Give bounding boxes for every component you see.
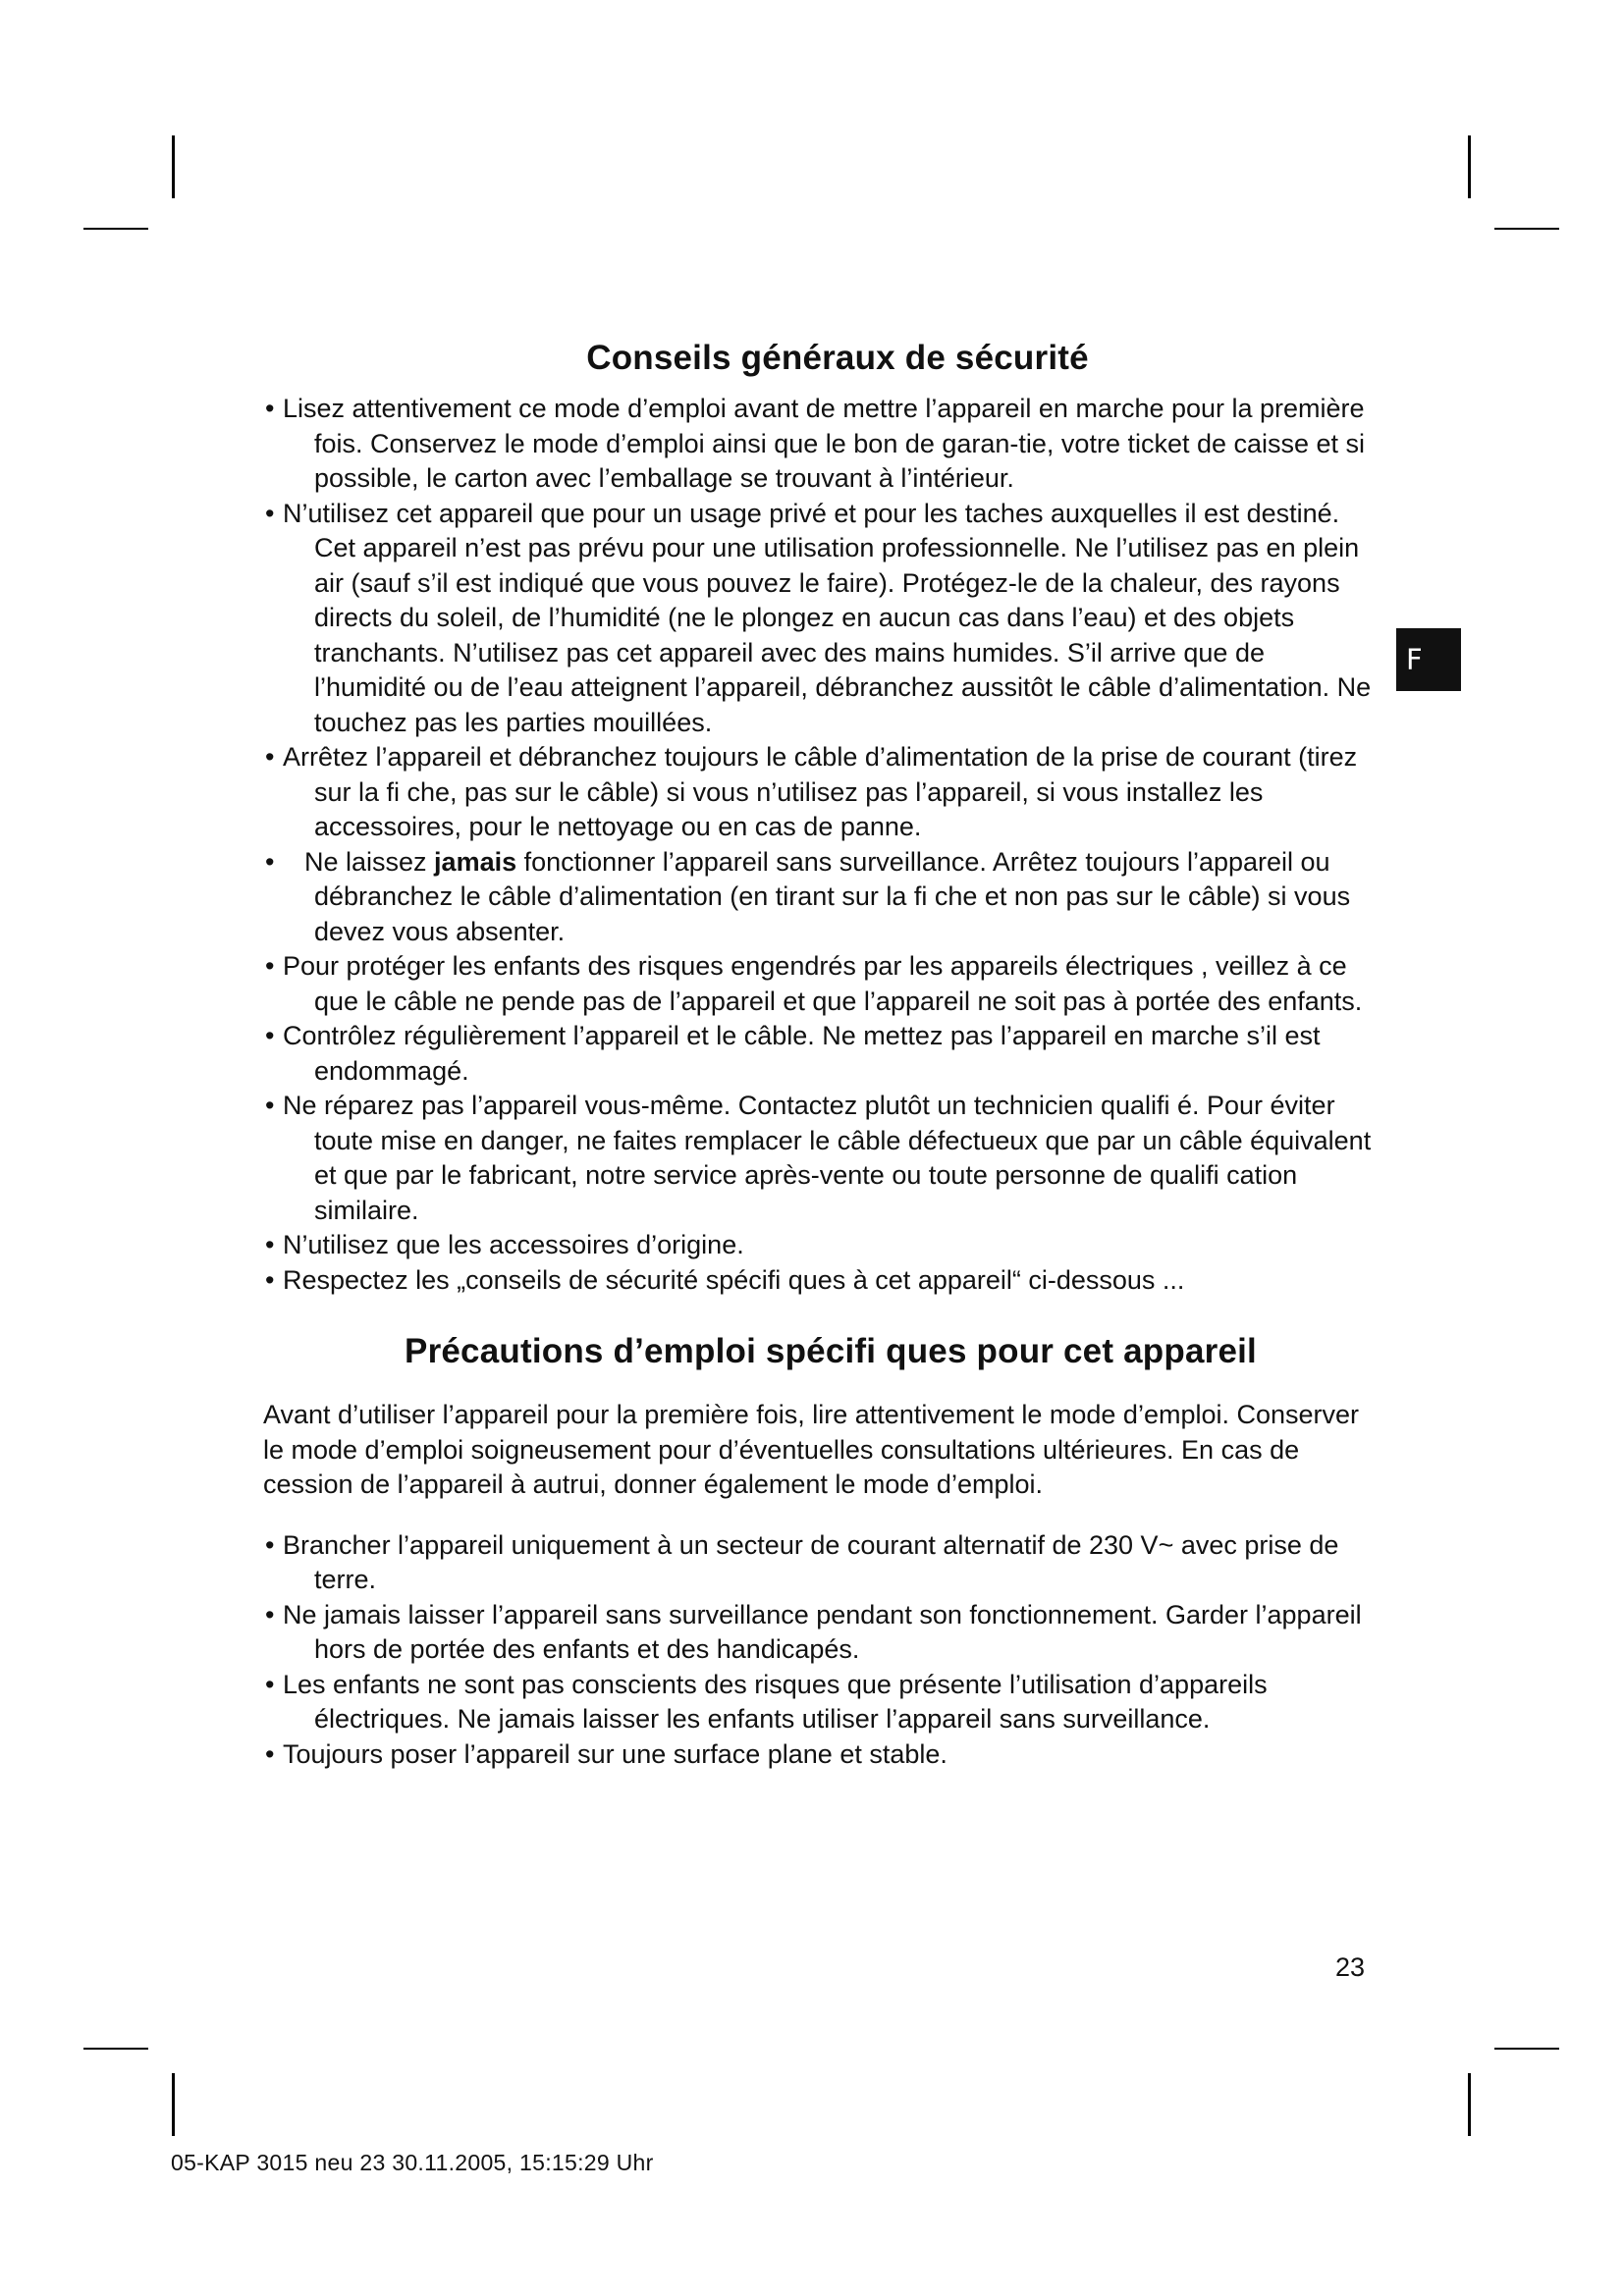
bullet-icon: • <box>265 846 275 877</box>
crop-mark-top-right-vertical <box>1468 135 1471 198</box>
list-item-text: Les enfants ne sont pas conscients des risques que présente l’utilisation d’appareils électriques. Ne jamais laisser les enfants utiliser l’appareil sans surveillance. <box>283 1669 1268 1734</box>
list-item-text <box>304 847 1350 946</box>
list-item <box>263 392 1382 497</box>
crop-mark-bottom-left-horizontal <box>83 2048 148 2050</box>
section-title-general-safety: Conseils généraux de sécurité <box>586 339 1089 377</box>
list-item <box>263 949 1382 1019</box>
bullet-icon: • <box>265 394 275 423</box>
list-item <box>263 1737 1382 1773</box>
bullet-icon: • <box>265 1669 275 1699</box>
bullet-icon: • <box>265 951 275 981</box>
list-item <box>263 1228 1382 1263</box>
list-item-text: Ne jamais laisser l’appareil sans surveillance pendant son fonctionnement. Garder l’appareil hors de portée des enfants et des handicapés. <box>283 1599 1362 1664</box>
bullet-icon: • <box>265 1599 275 1629</box>
bullet-icon: • <box>265 742 275 772</box>
list-item-text: Pour protéger les enfants des risques engendrés par les appareils électriques , veillez à ce que le câble ne pende pas de l’appareil et que l’appareil ne soit pas à portée des enfants. <box>283 951 1363 1016</box>
list-item-text-pre: Ne laissez <box>304 846 435 877</box>
list-item-text: Lisez attentivement ce mode d’emploi avant de mettre l’appareil en marche pour la première fois. Conservez le mode d’emploi ainsi que le bon de garan-tie, votre ticket de caisse et si possible, le carton avec l’emballage se trouvant à l’intérieur. <box>283 394 1366 493</box>
crop-mark-top-right-horizontal <box>1494 228 1559 230</box>
page-content <box>263 336 1382 1772</box>
intro-paragraph: Avant d’utiliser l’appareil pour la première fois, lire attentivement le mode d’emploi. Conserver le mode d’emploi soigneusement pour d’éventuelles consultations ultérieures. En cas de cession de l’appareil à autrui, donner également le mode d’emploi. <box>263 1400 1360 1499</box>
language-tab-label: F <box>1396 628 1461 691</box>
bullet-icon: • <box>265 1021 275 1050</box>
list-item-text: Brancher l’appareil uniquement à un secteur de courant alternatif de 230 V~ avec prise de terre. <box>283 1529 1339 1594</box>
list-item-text: N’utilisez cet appareil que pour un usage privé et pour les taches auxquelles il est destiné. Cet appareil n’est pas prévu pour une utilisation professionnelle. Ne l’utilisez pas en plein air (sauf s’il est indiqué que vous pouvez le faire). Protégez-le de la chaleur, des rayons directs du soleil, de l’humidité (ne le plongez en aucun cas dans l’eau) et des objets tranchants. N’utilisez pas cet appareil avec des mains humides. S’il arrive que de l’humidité ou de l’eau atteignent l’appareil, débranchez aussitôt le câble d’alimentation. Ne touchez pas les parties mouillées. <box>283 498 1372 737</box>
crop-mark-top-left-horizontal <box>83 228 148 230</box>
list-item <box>263 497 1382 741</box>
list-item-text: Contrôlez régulièrement l’appareil et le câble. Ne mettez pas l’appareil en marche s’il est endommagé. <box>283 1021 1321 1086</box>
general-safety-list <box>263 392 1382 1298</box>
bullet-icon: • <box>265 1091 275 1120</box>
crop-mark-bottom-left-vertical <box>172 2073 175 2136</box>
list-item-text: Respectez les „conseils de sécurité spécifi ques à cet appareil“ ci-dessous ... <box>283 1264 1185 1295</box>
print-footer: 05-KAP 3015 neu 23 30.11.2005, 15:15:29 Uhr <box>171 2150 654 2175</box>
list-item-text: Ne réparez pas l’appareil vous-même. Contactez plutôt un technicien qualifi é. Pour éviter toute mise en danger, ne faites remplacer le câble défectueux que par un câble équivalent et que par le fabricant, notre service après-vente ou toute personne de qualifi cation similaire. <box>283 1091 1372 1225</box>
list-item-text: Toujours poser l’appareil sur une surface plane et stable. <box>283 1738 947 1769</box>
crop-mark-bottom-right-horizontal <box>1494 2048 1559 2050</box>
list-item-text-post: fonctionner l’appareil sans surveillance. Arrêtez toujours l’appareil ou débranchez le câble d’alimentation (en tirant sur la fi che et non pas sur le câble) si vous devez vous absenter. <box>314 846 1351 946</box>
list-item <box>263 1263 1382 1299</box>
list-item <box>263 1528 1382 1598</box>
bullet-icon: • <box>265 1264 275 1295</box>
list-item-text: N’utilisez que les accessoires d’origine. <box>283 1230 744 1259</box>
bullet-icon: • <box>265 1738 275 1769</box>
crop-mark-top-left-vertical <box>172 135 175 198</box>
bullet-icon: • <box>265 498 275 528</box>
list-item <box>263 740 1382 845</box>
list-item <box>263 845 1382 950</box>
section-title-specific-precautions: Précautions d’emploi spécifi ques pour cet appareil <box>405 1332 1257 1370</box>
specific-precautions-list <box>263 1528 1382 1773</box>
list-item <box>263 1668 1382 1737</box>
list-item <box>263 1019 1382 1089</box>
list-item <box>263 1598 1382 1668</box>
emphasis-text: jamais <box>434 846 517 877</box>
bullet-icon: • <box>265 1529 275 1560</box>
bullet-icon: • <box>265 1230 275 1259</box>
list-item <box>263 1089 1382 1228</box>
crop-mark-bottom-right-vertical <box>1468 2073 1471 2136</box>
page-number: 23 <box>1335 1952 1366 1982</box>
list-item-text: Arrêtez l’appareil et débranchez toujours le câble d’alimentation de la prise de courant (tirez sur la fi che, pas sur le câble) si vous n’utilisez pas l’appareil, si vous installez les accessoires, pour le nettoyage ou en cas de panne. <box>283 742 1358 841</box>
